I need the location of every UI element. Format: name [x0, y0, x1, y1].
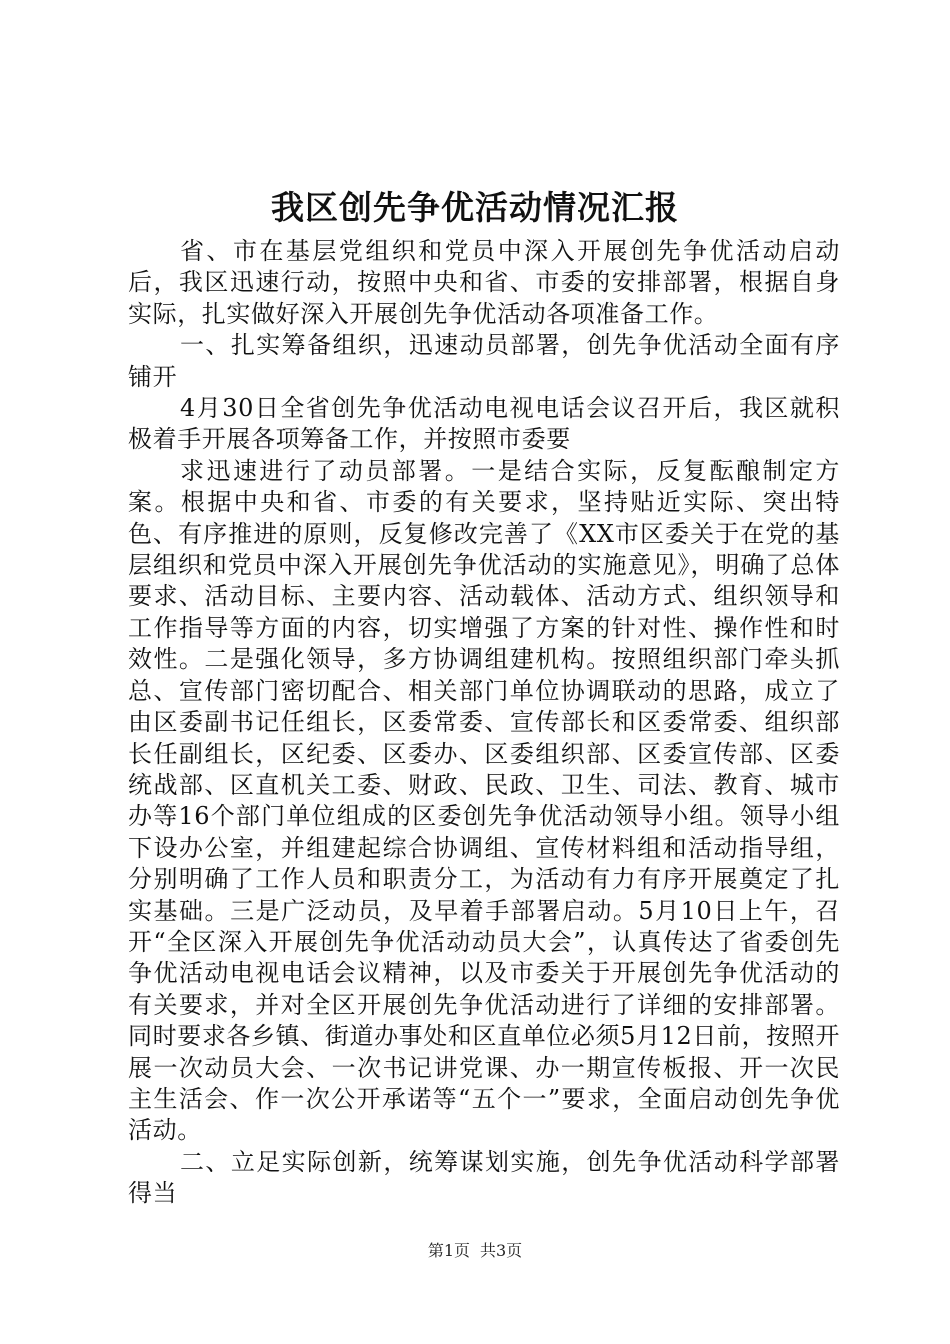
section-heading-1: 一、扎实筹备组织，迅速动员部署，创先争优活动全面有序铺开 — [128, 331, 840, 391]
page-number: 第1页 — [427, 1241, 470, 1260]
document-title: 我区创先争优活动情况汇报 — [271, 188, 679, 227]
paragraph-deployment: 求迅速进行了动员部署。一是结合实际，反复酝酿制定方案。根据中央和省、市委的有关要求，坚持贴近实际、突出特色、有序推进的原则，反复修改完善了《XX市区委关于在党的基层组织和党员中深入开展创先争优活动的实施意见》，明确了总体要求、活动目标、主要内容、活动载体、活动方式、组织领导和工作指导等方面的内容，切实增强了方案的针对性、操作性和时效性。二是强化领导，多方协调组建机构。按照组织部门牵头抓总、宣传部门密切配合、相关部门单位协调联动的思路，成立了由区委副书记任组长，区委常委、宣传部长和区委常委、组织部长任副组长，区纪委、区委办、区委组织部、区委宣传部、区委统战部、区直机关工委、财政、民政、卫生、司法、教育、城市办等16个部门单位组成的区委创先争优活动领导小组。领导小组下设办公室，并组建起综合协调组、宣传材料组和活动指导组，分别明确了工作人员和职责分工，为活动有力有序开展奠定了扎实基础。三是广泛动员，及早着手部署启动。5月10日上午，召开“全区深入开展创先争优活动动员大会”，认真传达了省委创先争优活动电视电话会议精神，以及市委关于开展创先争优活动的有关要求，并对全区开展创先争优活动进行了详细的安排部署。同时要求各乡镇、街道办事处和区直单位必须5月12日前，按照开展一次动员大会、一次书记讲党课、办一期宣传板报、开一次民主生活会、作一次公开承诺等“五个一”要求，全面启动创先争优活动。 — [128, 456, 840, 1145]
page-footer — [0, 1240, 950, 1262]
section-heading-2: 二、立足实际创新，统筹谋划实施，创先争优活动科学部署得当 — [128, 1147, 840, 1208]
page-total: 共3页 — [480, 1241, 523, 1260]
paragraph-meeting: 4月30日全省创先争优活动电视电话会议召开后，我区就积极着手开展各项筹备工作，并按照市委要 — [128, 394, 840, 454]
document-body — [128, 236, 840, 1210]
paragraph-intro: 省、市在基层党组织和党员中深入开展创先争优活动启动后，我区迅速行动，按照中央和省、市委的安排部署，根据自身实际，扎实做好深入开展创先争优活动各项准备工作。 — [128, 237, 840, 328]
